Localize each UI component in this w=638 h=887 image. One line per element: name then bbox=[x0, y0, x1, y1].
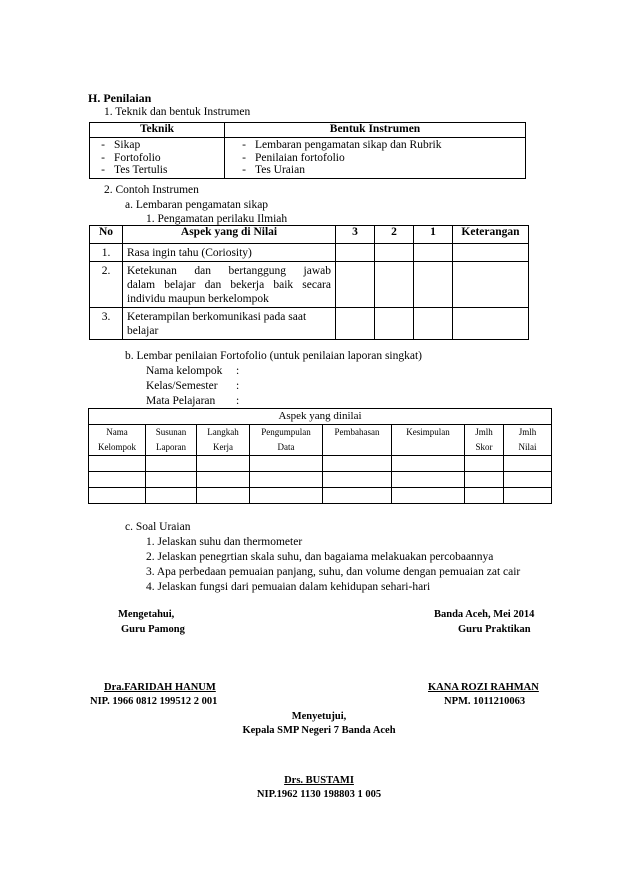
bentuk-item: Lembaran pengamatan sikap dan Rubrik bbox=[255, 139, 442, 151]
right-place-date: Banda Aceh, Mei 2014 bbox=[434, 609, 535, 620]
header-keterangan: Keterangan bbox=[453, 226, 529, 244]
score-cell bbox=[336, 262, 375, 308]
header-score-3: 3 bbox=[336, 226, 375, 244]
aspek-line: Rasa ingin tahu (Coriosity) bbox=[127, 247, 252, 259]
left-title: Mengetahui, bbox=[118, 609, 175, 620]
table-row bbox=[89, 488, 552, 504]
header-score-1: 1 bbox=[414, 226, 453, 244]
score-cell bbox=[375, 244, 414, 262]
item-2a-label: a. Lembaran pengamatan sikap bbox=[125, 199, 269, 211]
question-1: 1. Jelaskan suhu dan thermometer bbox=[146, 536, 303, 548]
score-cell bbox=[414, 262, 453, 308]
field-mata-pelajaran bbox=[146, 395, 239, 407]
table-row bbox=[90, 308, 529, 340]
table-row bbox=[89, 472, 552, 488]
score-cell bbox=[414, 244, 453, 262]
row-no: 2. bbox=[90, 262, 123, 308]
table-row bbox=[90, 244, 529, 262]
field-label: Nama kelompok bbox=[146, 365, 223, 377]
bentuk-item: Tes Uraian bbox=[255, 164, 305, 177]
col-jmlh-nilai: Jmlh Nilai bbox=[504, 425, 552, 456]
item-2a1-label: 1. Pengamatan perilaku Ilmiah bbox=[146, 213, 288, 225]
col-pengumpulan-data: Pengumpulan Data bbox=[250, 425, 323, 456]
item-1-label: 1. Teknik dan bentuk Instrumen bbox=[104, 106, 251, 118]
portfolio-table bbox=[88, 408, 552, 504]
approve-nip: NIP.1962 1130 198803 1 005 bbox=[256, 789, 382, 800]
dash: - bbox=[242, 164, 246, 177]
item-2c-label: c. Soal Uraian bbox=[125, 521, 191, 533]
keterangan-cell bbox=[453, 244, 529, 262]
field-label: Mata Pelajaran bbox=[146, 395, 216, 407]
teknik-item: Sikap bbox=[114, 139, 141, 151]
score-cell bbox=[336, 244, 375, 262]
item-2-label: 2. Contoh Instrumen bbox=[104, 184, 199, 196]
dash: - bbox=[101, 139, 105, 151]
row-no: 1. bbox=[90, 244, 123, 262]
approve-name: Drs. BUSTAMI bbox=[284, 775, 354, 786]
left-role: Guru Pamong bbox=[121, 624, 185, 635]
row-no: 3. bbox=[90, 308, 123, 340]
left-name: Dra.FARIDAH HANUM bbox=[104, 682, 216, 693]
header-bentuk: Bentuk Instrumen bbox=[225, 123, 526, 138]
dash: - bbox=[101, 164, 105, 177]
col-langkah-kerja: Langkah Kerja bbox=[197, 425, 250, 456]
field-sep: : bbox=[236, 395, 240, 407]
bentuk-list bbox=[225, 138, 526, 179]
header-score-2: 2 bbox=[375, 226, 414, 244]
question-2: 2. Jelaskan penegrtian skala suhu, dan bagaiama melakuakan percobaannya bbox=[146, 551, 494, 563]
portfolio-table-title: Aspek yang dinilai bbox=[89, 409, 552, 425]
field-label: Kelas/Semester bbox=[146, 380, 218, 392]
approve-title: Menyetujui, bbox=[291, 711, 347, 722]
keterangan-cell bbox=[453, 308, 529, 340]
dash: - bbox=[242, 151, 246, 164]
teknik-list bbox=[90, 138, 225, 179]
approve-role: Kepala SMP Negeri 7 Banda Aceh bbox=[242, 725, 396, 736]
score-cell bbox=[375, 308, 414, 340]
header-no: No bbox=[90, 226, 123, 244]
col-jmlh-skor: Jmlh Skor bbox=[465, 425, 504, 456]
aspek-line: belajar bbox=[127, 325, 159, 337]
keterangan-cell bbox=[453, 262, 529, 308]
row-aspek bbox=[123, 244, 336, 262]
right-name: KANA ROZI RAHMAN bbox=[428, 682, 539, 693]
col-nama-kelompok: Nama Kelompok bbox=[89, 425, 146, 456]
col-susunan-laporan: Susunan Laporan bbox=[146, 425, 197, 456]
field-sep: : bbox=[236, 365, 240, 377]
right-role: Guru Praktikan bbox=[458, 624, 531, 635]
field-sep: : bbox=[236, 380, 240, 392]
row-aspek bbox=[123, 262, 336, 308]
table-row bbox=[89, 456, 552, 472]
aspek-line: Ketekunan dan bertanggung jawab bbox=[127, 265, 331, 277]
instrument-table bbox=[89, 122, 526, 179]
left-nip: NIP. 1966 0812 199512 2 001 bbox=[90, 696, 218, 707]
right-nip: NPM. 1011210063 bbox=[444, 696, 526, 707]
aspek-line: Keterampilan berkomunikasi pada saat bbox=[127, 311, 307, 323]
row-aspek bbox=[123, 308, 336, 340]
score-cell bbox=[336, 308, 375, 340]
score-cell bbox=[414, 308, 453, 340]
score-cell bbox=[375, 262, 414, 308]
dash: - bbox=[101, 151, 105, 164]
item-2b-label: b. Lembar penilaian Fortofolio (untuk penilaian laporan singkat) bbox=[125, 350, 423, 362]
field-nama-kelompok bbox=[146, 365, 239, 377]
field-kelas-semester bbox=[146, 380, 239, 392]
question-4: 4. Jelaskan fungsi dari pemuaian dalam kehidupan sehari-hari bbox=[146, 581, 431, 593]
table-row bbox=[90, 262, 529, 308]
behavior-table bbox=[89, 225, 529, 340]
header-teknik: Teknik bbox=[90, 123, 225, 138]
teknik-item: Fortofolio bbox=[114, 151, 161, 164]
section-title: H. Penilaian bbox=[88, 91, 152, 105]
dash: - bbox=[242, 139, 246, 151]
aspek-line: dalam belajar dan bekerja baik secara bbox=[127, 279, 331, 291]
header-aspek: Aspek yang di Nilai bbox=[123, 226, 336, 244]
col-kesimpulan: Kesimpulan bbox=[392, 425, 465, 456]
aspek-line: individu maupun berkelompok bbox=[127, 293, 269, 305]
bentuk-item: Penilaian fortofolio bbox=[255, 151, 345, 164]
col-pembahasan: Pembahasan bbox=[323, 425, 392, 456]
teknik-item: Tes Tertulis bbox=[114, 164, 168, 177]
question-3: 3. Apa perbedaan pemuaian panjang, suhu, dan volume dengan pemuaian zat cair bbox=[146, 566, 521, 578]
